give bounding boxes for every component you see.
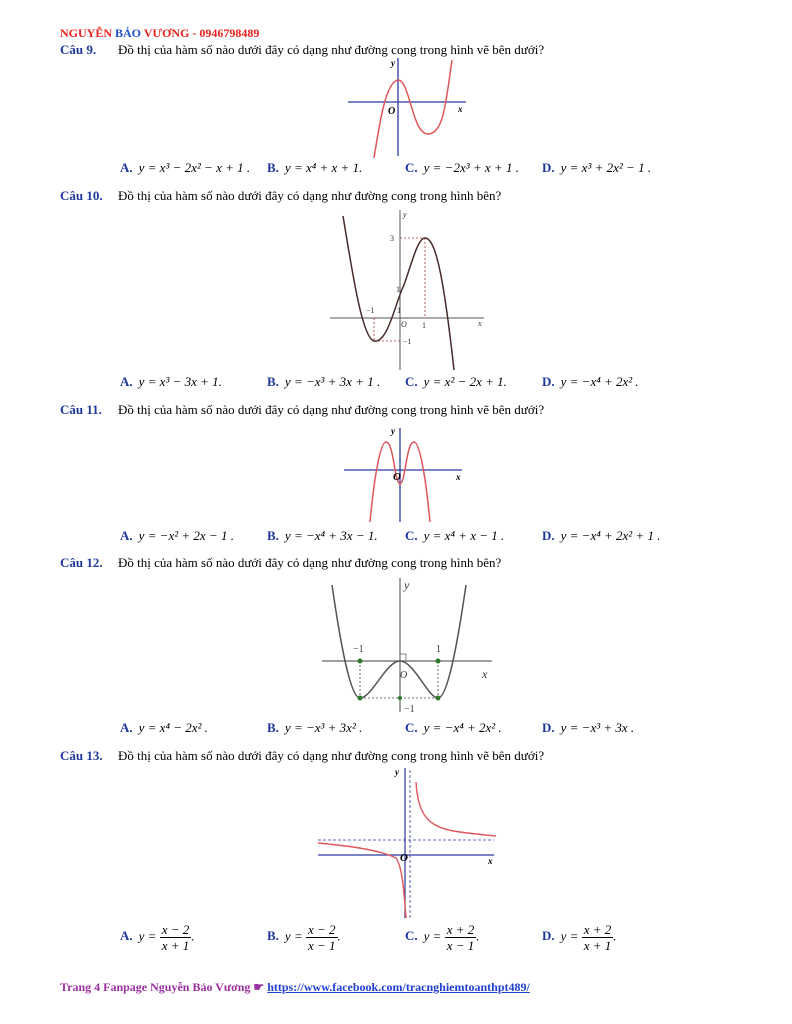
option-c[interactable]: C. y = x⁴ + x − 1 . xyxy=(405,528,505,543)
origin-label: O xyxy=(400,670,408,681)
question-text: Đồ thị của hàm số nào dưới đây có dạng như đường cong trong hình vẽ bên dưới? xyxy=(118,748,545,763)
x-axis-label: x xyxy=(488,856,493,866)
question-number: Câu 10. xyxy=(60,188,103,203)
option-d[interactable]: D. y = −x⁴ + 2x² + 1 . xyxy=(542,528,661,543)
option-c[interactable]: C. y = x² − 2x + 1. xyxy=(405,374,507,389)
y-axis-label: y xyxy=(391,58,395,68)
question-text: Đồ thị của hàm số nào dưới đây có dạng như đường cong trong hình vẽ bên dưới? xyxy=(118,402,545,417)
question-text: Đồ thị của hàm số nào dưới đây có dạng như đường cong trong hình bên? xyxy=(118,188,502,203)
question-number: Câu 12. xyxy=(60,555,103,570)
option-a[interactable]: A. y = x³ − 3x + 1. xyxy=(120,374,222,389)
origin-label: O xyxy=(393,471,401,483)
x-axis-label: x xyxy=(482,667,488,681)
option-b[interactable]: B. y = −x³ + 3x² . xyxy=(267,720,363,735)
option-d[interactable]: D. y = −x⁴ + 2x² . xyxy=(542,374,639,389)
option-b[interactable]: B. y = −x⁴ + 3x − 1. xyxy=(267,528,378,543)
option-c[interactable]: C. y = −2x³ + x + 1 . xyxy=(405,160,519,175)
question-number: Câu 9. xyxy=(60,42,97,57)
question-text: Đồ thị của hàm số nào dưới đây có dạng như đường cong trong hình vẽ bên dưới? xyxy=(118,42,545,57)
option-a[interactable]: A. y = $\frac{x - 2}{x + 1}$ . xyxy=(120,922,195,953)
option-a[interactable]: A. y = x³ − 2x² − x + 1 . xyxy=(120,160,251,175)
x-axis-label: x xyxy=(458,104,463,114)
tick-label: 1 xyxy=(422,321,426,330)
facebook-link[interactable]: https://www.facebook.com/tracnghiemtoanthpt489/ xyxy=(267,980,530,994)
option-d[interactable]: D. y = $\frac{x + 2}{x + 1}$ . xyxy=(542,922,617,953)
y-axis-label: y xyxy=(403,210,407,219)
option-a[interactable]: A. y = −x² + 2x − 1 . xyxy=(120,528,234,543)
tick-label: −1 xyxy=(403,337,412,346)
y-axis-label: y xyxy=(391,426,395,436)
tick-label: 1 xyxy=(436,644,441,655)
tick-label: 3 xyxy=(390,234,394,243)
question-text: Đồ thị của hàm số nào dưới đây có dạng như đường cong trong hình bên? xyxy=(118,555,502,570)
question-number: Câu 13. xyxy=(60,748,103,763)
y-axis-label: y xyxy=(395,767,399,777)
option-a[interactable]: A. y = x⁴ − 2x² . xyxy=(120,720,208,735)
tick-label: 1 xyxy=(397,306,401,315)
option-c[interactable]: C. y = −x⁴ + 2x² . xyxy=(405,720,502,735)
origin-label: O xyxy=(388,106,396,117)
question-number: Câu 11. xyxy=(60,402,102,417)
option-b[interactable]: B. y = −x³ + 3x + 1 . xyxy=(267,374,381,389)
x-axis-label: x xyxy=(456,472,461,482)
y-axis-label: y xyxy=(404,578,410,592)
tick-label: −1 xyxy=(353,644,364,655)
option-b[interactable]: B. y = $\frac{x - 2}{x - 1}$ . xyxy=(267,922,341,953)
option-d[interactable]: D. y = x³ + 2x² − 1 . xyxy=(542,160,652,175)
option-c[interactable]: C. y = $\frac{x + 2}{x - 1}$ . xyxy=(405,922,480,953)
page-footer: Trang 4 Fanpage Nguyễn Bảo Vương ☛ https://www.facebook.com/tracnghiemtoanthpt489/ xyxy=(60,980,530,994)
origin-label: O xyxy=(401,320,407,329)
x-axis-label: x xyxy=(478,319,482,328)
tick-label: −1 xyxy=(404,704,415,715)
tick-label: −1 xyxy=(366,306,375,315)
tick-label: 1 xyxy=(396,285,400,294)
option-d[interactable]: D. y = −x³ + 3x . xyxy=(542,720,635,735)
page-header: NGUYỄN BẢO VƯƠNG - 0946798489 xyxy=(60,26,260,40)
origin-label: O xyxy=(400,852,408,864)
option-b[interactable]: B. y = x⁴ + x + 1. xyxy=(267,160,363,175)
